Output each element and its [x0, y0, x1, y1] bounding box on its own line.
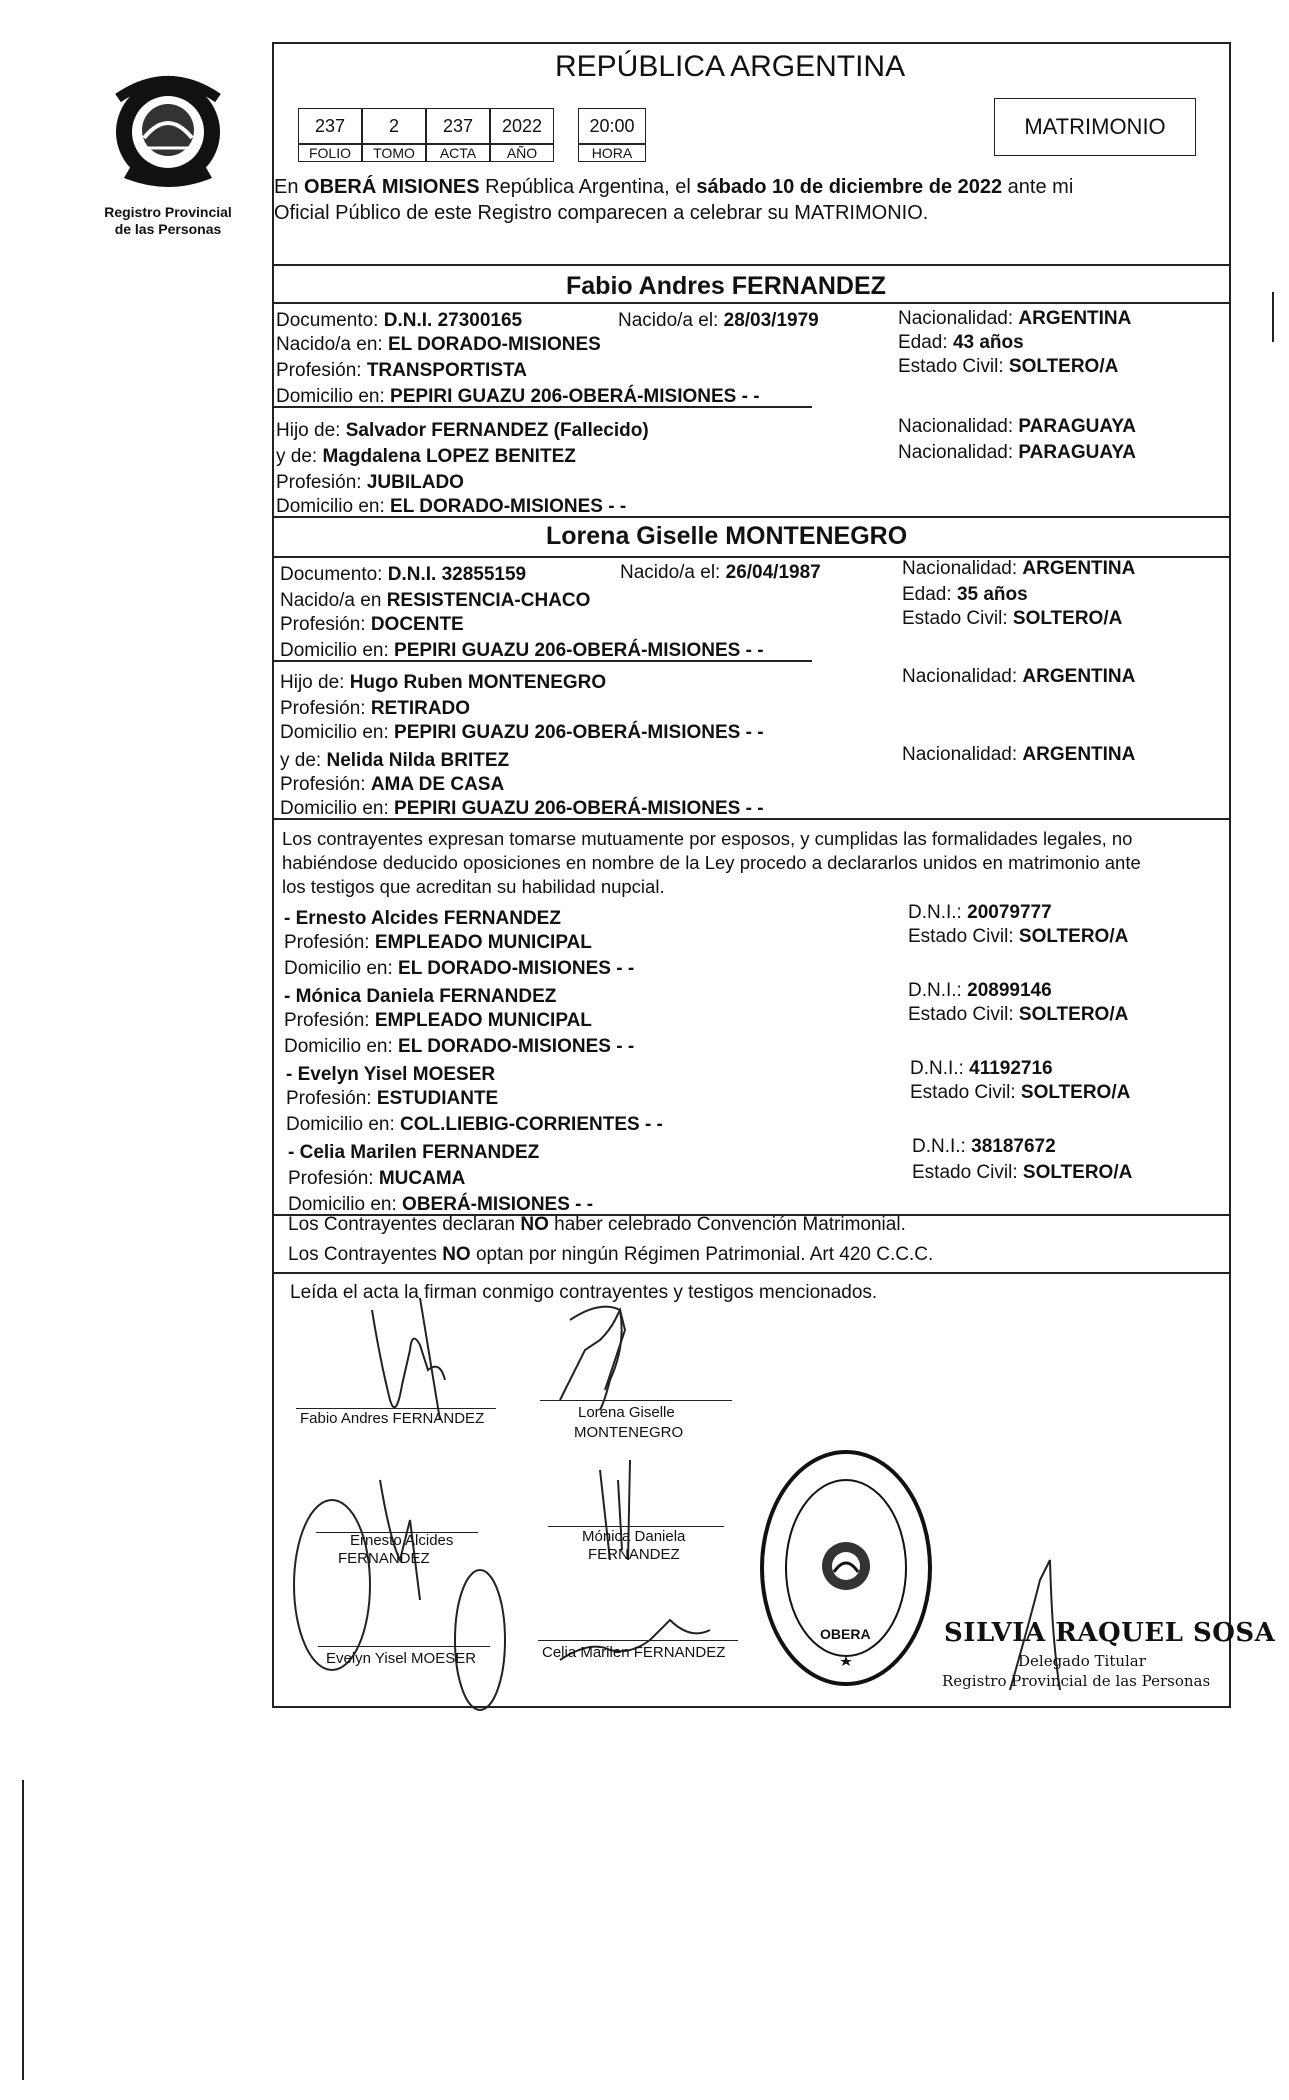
bride-mother-prof: Profesión: AMA DE CASA [280, 774, 505, 795]
witness-dom: Domicilio en: EL DORADO-MISIONES - - [284, 1036, 635, 1057]
bride-father: Hijo de: Hugo Ruben MONTENEGRO [280, 672, 607, 693]
bride-father-prof: Profesión: RETIRADO [280, 698, 471, 719]
scan-left-edge [22, 1780, 24, 2080]
official-stamp [758, 1448, 934, 1688]
sig-w1-1: Ernesto Alcides [350, 1532, 454, 1549]
groom-parent-prof: Profesión: JUBILADO [276, 472, 464, 493]
official-role: Delegado Titular [1018, 1652, 1146, 1670]
sig-w2-1: Mónica Daniela [582, 1528, 686, 1545]
bride-mother: y de: Nelida Nilda BRITEZ [280, 750, 510, 771]
sig-bride-2: MONTENEGRO [574, 1424, 684, 1441]
witness-dom: Domicilio en: EL DORADO-MISIONES - - [284, 958, 635, 979]
logo-caption-2: de las Personas [114, 221, 222, 237]
groom-mother-nat: Nacionalidad: PARAGUAYA [898, 442, 1136, 463]
bride-age: Edad: 35 años [902, 584, 1028, 605]
bride-dom: Domicilio en: PEPIRI GUAZU 206-OBERÁ-MISIONES - - [280, 640, 764, 661]
sig-w1-2: FERNANDEZ [338, 1550, 430, 1567]
groom-civil: Estado Civil: SOLTERO/A [898, 356, 1119, 377]
bride-mother-dom: Domicilio en: PEPIRI GUAZU 206-OBERÁ-MISIONES - - [280, 798, 764, 819]
groom-place: Nacido/a en: EL DORADO-MISIONES [276, 334, 601, 355]
witness-civil: Estado Civil: SOLTERO/A [908, 1004, 1129, 1025]
witness-dom: Domicilio en: COL.LIEBIG-CORRIENTES - - [286, 1114, 663, 1135]
official-name: SILVIA RAQUEL SOSA [944, 1618, 1276, 1648]
groom-age: Edad: 43 años [898, 332, 1024, 353]
stamp-city: OBERA [820, 1626, 871, 1642]
witness-dni: D.N.I.: 20899146 [908, 980, 1052, 1001]
groom-born: Nacido/a el: 28/03/1979 [618, 310, 819, 331]
tomo-label: TOMO [362, 144, 426, 162]
hora-label: HORA [578, 144, 646, 162]
declaration-line-2: habiéndose deducido oposiciones en nombre de la Ley procedo a declararlos unidos en matrimonio ante [282, 852, 1141, 873]
bride-mother-nat: Nacionalidad: ARGENTINA [902, 744, 1136, 765]
bride-nat: Nacionalidad: ARGENTINA [902, 558, 1136, 579]
bride-father-nat: Nacionalidad: ARGENTINA [902, 666, 1136, 687]
bride-prof: Profesión: DOCENTE [280, 614, 464, 635]
witness-name: - Evelyn Yisel MOESER [286, 1064, 496, 1085]
province-logo [104, 68, 232, 196]
sig-bride-1: Lorena Giselle [578, 1404, 675, 1421]
bride-father-dom: Domicilio en: PEPIRI GUAZU 206-OBERÁ-MISIONES - - [280, 722, 764, 743]
witness-prof: Profesión: EMPLEADO MUNICIPAL [284, 1010, 592, 1031]
witness-prof: Profesión: MUCAMA [288, 1168, 466, 1189]
bride-doc: Documento: D.N.I. 32855159 [280, 564, 527, 585]
bride-civil: Estado Civil: SOLTERO/A [902, 608, 1123, 629]
logo-caption-1: Registro Provincial [104, 204, 232, 220]
witness-prof: Profesión: ESTUDIANTE [286, 1088, 499, 1109]
folio-label: FOLIO [298, 144, 362, 162]
convention-line-2: Los Contrayentes NO optan por ningún Régimen Patrimonial. Art 420 C.C.C. [288, 1244, 934, 1265]
anio-label: AÑO [490, 144, 554, 162]
witness-dni: D.N.I.: 20079777 [908, 902, 1052, 923]
groom-prof: Profesión: TRANSPORTISTA [276, 360, 527, 381]
groom-name: Fabio Andres FERNANDEZ [566, 272, 886, 300]
province-seal-icon [104, 68, 232, 196]
declaration-line-3: los testigos que acreditan su habilidad nupcial. [282, 876, 665, 897]
witness-dom: Domicilio en: OBERÁ-MISIONES - - [288, 1194, 594, 1215]
groom-nat: Nacionalidad: ARGENTINA [898, 308, 1132, 329]
anio-value: 2022 [490, 108, 554, 144]
groom-father: Hijo de: Salvador FERNANDEZ (Fallecido) [276, 420, 649, 441]
signature-intro: Leída el acta la firman conmigo contrayentes y testigos mencionados. [290, 1282, 878, 1303]
groom-mother: y de: Magdalena LOPEZ BENITEZ [276, 446, 576, 467]
witness-name: - Ernesto Alcides FERNANDEZ [284, 908, 561, 929]
groom-father-nat: Nacionalidad: PARAGUAYA [898, 416, 1136, 437]
official-office: Registro Provincial de las Personas [942, 1672, 1211, 1690]
folio-value: 237 [298, 108, 362, 144]
witness-name: - Celia Marilen FERNANDEZ [288, 1142, 540, 1163]
hora-value: 20:00 [578, 108, 646, 144]
sig-w2-2: FERNANDEZ [588, 1546, 680, 1563]
intro-line-2: Oficial Público de este Registro comparecen a celebrar su MATRIMONIO. [274, 202, 929, 224]
witness-dni: D.N.I.: 41192716 [910, 1058, 1053, 1079]
bride-place: Nacido/a en RESISTENCIA-CHACO [280, 590, 591, 611]
tomo-value: 2 [362, 108, 426, 144]
acta-value: 237 [426, 108, 490, 144]
sig-w3: Evelyn Yisel MOESER [326, 1650, 477, 1667]
sig-w4: Celia Marilen FERNANDEZ [542, 1644, 726, 1661]
groom-dom: Domicilio en: PEPIRI GUAZU 206-OBERÁ-MISIONES - - [276, 386, 760, 407]
witness-name: - Mónica Daniela FERNANDEZ [284, 986, 557, 1007]
declaration-line-1: Los contrayentes expresan tomarse mutuamente por esposos, y cumplidas las formalidades legales, no [282, 828, 1133, 849]
witness-civil: Estado Civil: SOLTERO/A [908, 926, 1129, 947]
bride-name: Lorena Giselle MONTENEGRO [546, 522, 908, 550]
groom-doc: Documento: D.N.I. 27300165 [276, 310, 523, 331]
act-type-box: MATRIMONIO [994, 98, 1196, 156]
acta-label: ACTA [426, 144, 490, 162]
intro-line-1: En OBERÁ MISIONES República Argentina, el sábado 10 de diciembre de 2022 ante mi [274, 176, 1074, 198]
witness-civil: Estado Civil: SOLTERO/A [912, 1162, 1133, 1183]
document-title: REPÚBLICA ARGENTINA [555, 50, 906, 83]
bride-born: Nacido/a el: 26/04/1987 [620, 562, 821, 583]
witness-civil: Estado Civil: SOLTERO/A [910, 1082, 1131, 1103]
witness-dni: D.N.I.: 38187672 [912, 1136, 1056, 1157]
sig-groom: Fabio Andres FERNANDEZ [300, 1410, 485, 1427]
scan-right-mark [1272, 292, 1274, 342]
convention-line-1: Los Contrayentes declaran NO haber celebrado Convención Matrimonial. [288, 1214, 906, 1235]
witness-prof: Profesión: EMPLEADO MUNICIPAL [284, 932, 592, 953]
groom-parent-dom: Domicilio en: EL DORADO-MISIONES - - [276, 496, 627, 517]
